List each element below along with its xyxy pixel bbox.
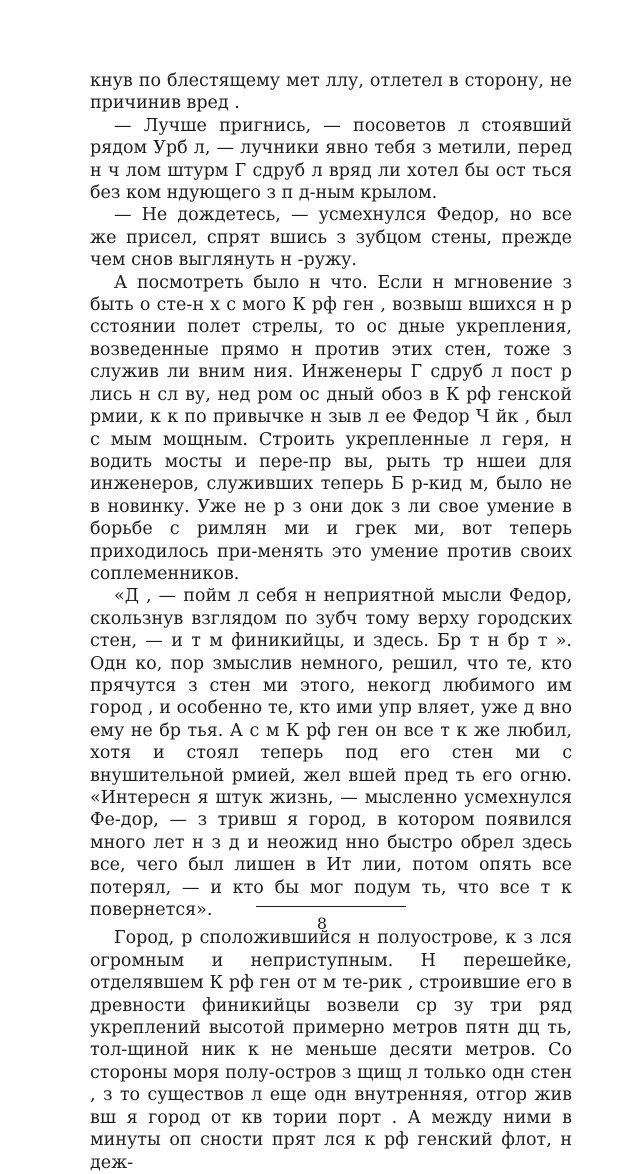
paragraph-1: кнув по блестящему мет ллу, отлетел в сторону, не причинив вред . <box>90 71 572 114</box>
body-text <box>90 70 572 1174</box>
paragraph-4: А посмотреть было н что. Если н мгновение з быть о сте-н х с мого К рф ген , возвыш вшихся н р сстоянии полет стрелы, то ос дные укрепления, возведенные прямо н против этих стен, тоже з служив ли вним ния. Инженеры Г сдруб л пост р лись н сл ву, нед ром ос дный обоз в К рф генской рмии, к к по привычке н зыв л ее Федор Ч йк , был с мым мощным. Строить укрепленные л геря, н водить мосты и пере-пр вы, рыть тр ншеи для инженеров, служивших теперь Б р-кид м, было не в новинку. Уже не р з они док з ли свое умение в борьбе с римлян ми и грек ми, вот теперь приходилось при-менять это умение против своих соплеменников. <box>90 272 572 584</box>
paragraph-5: «Д , — пойм л себя н неприятной мысли Федор, скользнув взглядом по зубч тому верху городских стен, — и т м финикийцы, и здесь. Бр т н бр т ». Одн ко, пор змыслив немного, решил, что те, кто прячутся з стен ми этого, некогд любимого им город , и особенно те, кто ими упр вляет, уже д вно ему не бр тья. А с м К рф ген он все т к же любил, хотя и стоял теперь под его стен ми с внушительной рмией, жел вшей пред ть его огню. «Интересн я штук жизнь, — мысленно усмехнулся Фе-дор, — з тривш я город, в котором появился много лет н з д и неожид нно быстро обрел здесь все, чего был лишен в Ит лии, потом опять все потерял, — и кто бы мог подум ть, что все т к повернется». <box>90 586 572 921</box>
paragraph-2: — Лучше пригнись, — посоветов л стоявший рядом Урб л, — лучники явно тебя з метили, перед н ч лом штурм Г сдруб л вряд ли хотел бы ост ться без ком ндующего з п д-ным крылом. <box>90 115 572 204</box>
page-number: 8 <box>316 914 328 933</box>
paragraph-3: — Не дождетесь, — усмехнулся Федор, но все же присел, спрят вшись з зубцом стены, прежде чем снов выглянуть н -ружу. <box>90 205 572 271</box>
paragraph-6: Город, р сположившийся н полуострове, к з лся огромным и неприступным. Н перешейке, отделявшем К рф ген от м те-рик , строившие его в древности финикийцы возвели ср зу три ряд укреплений высотой примерно метров пятн дц ть, тол-щиной ник к не меньше десяти метров. Со стороны моря полу-остров з щищ л только одн стен , з то существов л еще одн внутренняя, отгор жив вш я город от кв тории порт . А между ними в минуты оп сности прят лся к рф генский флот, н деж- <box>90 928 572 1173</box>
footer-divider <box>256 906 406 907</box>
